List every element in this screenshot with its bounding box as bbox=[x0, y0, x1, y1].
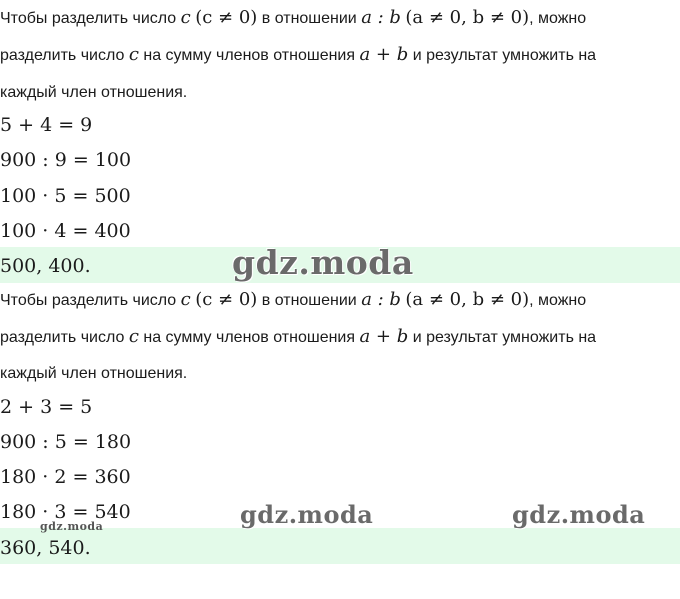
answer-line: 360, 540. bbox=[0, 537, 91, 559]
watermark-logo: gdz.moda bbox=[512, 500, 646, 529]
answer-line: 500, 400. bbox=[0, 255, 91, 277]
rule-text: разделить число bbox=[0, 329, 129, 346]
math-ratio: a : b bbox=[361, 7, 401, 28]
rule-text: на сумму членов отношения bbox=[138, 47, 360, 64]
rule-text: , можно bbox=[529, 292, 587, 309]
math-condition: (c ≠ 0) bbox=[195, 289, 258, 310]
rule-text: и результат умножить на bbox=[408, 47, 597, 64]
step-line: 180 · 3 = 540 bbox=[0, 501, 131, 523]
math-sum: a + b bbox=[359, 44, 409, 65]
rule-line-3: каждый член отношения. bbox=[0, 365, 188, 382]
rule-text: в отношении bbox=[257, 292, 362, 309]
rule-line-1 bbox=[0, 8, 586, 29]
watermark-logo: gdz.moda bbox=[40, 520, 104, 533]
step-line: 5 + 4 = 9 bbox=[0, 114, 93, 136]
rule-text: разделить число bbox=[0, 47, 129, 64]
math-c: c bbox=[128, 44, 139, 65]
rule-text: Чтобы разделить число bbox=[0, 292, 181, 309]
answer-band bbox=[0, 528, 680, 564]
math-c: c bbox=[128, 326, 139, 347]
rule-line-2 bbox=[0, 45, 596, 66]
math-sum: a + b bbox=[359, 326, 409, 347]
rule-text: , можно bbox=[529, 10, 587, 27]
rule-text: на сумму членов отношения bbox=[138, 329, 360, 346]
math-c: c bbox=[180, 7, 191, 28]
math-condition: (a ≠ 0, b ≠ 0) bbox=[405, 289, 530, 310]
watermark-logo: gdz.moda bbox=[232, 243, 414, 282]
step-line: 180 · 2 = 360 bbox=[0, 466, 131, 488]
rule-line-1 bbox=[0, 290, 586, 311]
math-condition: (a ≠ 0, b ≠ 0) bbox=[405, 7, 530, 28]
rule-text: Чтобы разделить число bbox=[0, 10, 181, 27]
step-line: 900 : 5 = 180 bbox=[0, 431, 132, 453]
step-line: 900 : 9 = 100 bbox=[0, 149, 132, 171]
step-line: 2 + 3 = 5 bbox=[0, 396, 93, 418]
rule-line-3: каждый член отношения. bbox=[0, 84, 188, 101]
math-ratio: a : b bbox=[361, 289, 401, 310]
watermark-logo: gdz.moda bbox=[240, 500, 374, 529]
math-c: c bbox=[180, 289, 191, 310]
rule-text: и результат умножить на bbox=[408, 329, 597, 346]
step-line: 100 · 5 = 500 bbox=[0, 185, 131, 207]
rule-line-2 bbox=[0, 327, 596, 348]
step-line: 100 · 4 = 400 bbox=[0, 220, 131, 242]
rule-text: в отношении bbox=[257, 10, 362, 27]
math-condition: (c ≠ 0) bbox=[195, 7, 258, 28]
